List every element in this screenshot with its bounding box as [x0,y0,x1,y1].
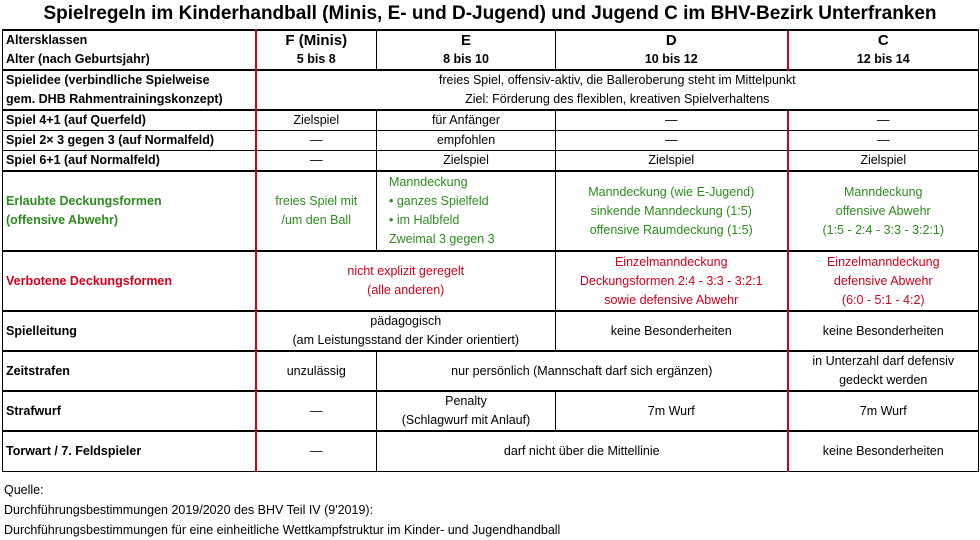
spielidee-label [3,70,256,110]
spiel41-e: für Anfänger [377,110,556,131]
erlaubt-e-line1: Manndeckung [389,175,468,189]
spielleitung-c: keine Besonderheiten [788,311,979,351]
spiel41-d: — [556,110,788,131]
erlaubt-d [556,171,788,251]
verboten-fe-line2: (alle anderen) [367,283,445,297]
source-note [4,480,560,540]
zeitstrafen-f: unzulässig [256,351,377,391]
spiel41-label: Spiel 4+1 (auf Querfeld) [3,110,256,131]
erlaubt-f [256,171,377,251]
spiel61-e: Zielspiel [377,151,556,172]
row-erlaubt [3,171,979,251]
header-label-cell [3,30,256,70]
spiel61-c: Zielspiel [788,151,979,172]
row-spielidee [3,70,979,110]
spiel61-f: — [256,151,377,172]
erlaubt-c-line3: (1:5 - 2:4 - 3:3 - 3:2:1) [822,222,945,237]
header-label-age-class: Altersklassen [6,33,88,47]
torwart-c: keine Besonderheiten [788,431,979,471]
spielidee-text [256,70,979,110]
erlaubt-e-line4: Zweimal 3 gegen 3 [389,232,495,246]
row-spiel-6-1 [3,151,979,172]
source-heading: Quelle: [4,483,44,497]
erlaubt-e-line3: • im Halbfeld [389,213,460,227]
rules-table [2,29,979,472]
col-d-name: D [665,32,677,49]
spielidee-text-line1: freies Spiel, offensiv-aktiv, die Balleroberung steht im Mittelpunkt [438,73,796,87]
verboten-c-line1: Einzelmanndeckung [826,254,940,269]
strafwurf-d: 7m Wurf [556,391,788,431]
row-spiel-4-1 [3,110,979,131]
source-line-1: Durchführungsbestimmungen 2019/2020 des BHV Teil IV (9'2019): [4,503,374,517]
col-f-age: 5 bis 8 [296,52,336,66]
col-c-age: 12 bis 14 [856,52,910,66]
header-row [3,30,979,70]
strafwurf-e [377,391,556,431]
erlaubt-c-line2: offensive Abwehr [835,203,931,218]
zeitstrafen-c-line1: in Unterzahl darf defensiv [812,354,955,368]
spielleitung-fe-line2: (am Leistungsstand der Kinder orientiert) [292,333,519,347]
strafwurf-f: — [256,391,377,431]
header-col-e [377,30,556,70]
erlaubt-d-line3: offensive Raumdeckung (1:5) [589,222,753,237]
verboten-d-line2: Deckungsformen 2:4 - 3:3 - 3:2:1 [579,273,763,288]
row-spielleitung [3,311,979,351]
erlaubt-label-line1: Erlaubte Deckungsformen [6,194,162,208]
row-torwart [3,431,979,471]
header-col-c [788,30,979,70]
spielleitung-fe-line1: pädagogisch [370,314,442,328]
erlaubt-f-line1: freies Spiel mit [275,194,358,208]
spiel61-d: Zielspiel [556,151,788,172]
spiel23-e: empfohlen [377,131,556,151]
zeitstrafen-c [788,351,979,391]
verboten-d-line3: sowie defensive Abwehr [604,292,739,307]
erlaubt-e [377,171,556,251]
verboten-d [556,251,788,311]
zeitstrafen-c-line2: gedeckt werden [839,373,928,387]
erlaubt-e-line2: • ganzes Spielfeld [389,194,489,208]
spielidee-label-line2: gem. DHB Rahmentrainingskonzept) [6,92,223,106]
spiel61-label: Spiel 6+1 (auf Normalfeld) [3,151,256,172]
spiel23-f: — [256,131,377,151]
verboten-fe [256,251,556,311]
spielleitung-d: keine Besonderheiten [556,311,788,351]
strafwurf-e-line1: Penalty [445,394,487,408]
spiel41-f: Zielspiel [256,110,377,131]
row-zeitstrafen [3,351,979,391]
erlaubt-c-line1: Manndeckung [843,184,923,199]
verboten-d-line1: Einzelmanndeckung [614,254,728,269]
col-c-name: C [877,32,889,49]
zeitstrafen-ed: nur persönlich (Mannschaft darf sich ergänzen) [377,351,788,391]
erlaubt-f-line2: /um den Ball [281,213,351,227]
torwart-f: — [256,431,377,471]
col-d-age: 10 bis 12 [644,52,698,66]
verboten-c [788,251,979,311]
col-e-age: 8 bis 10 [443,52,489,66]
col-e-name: E [460,32,471,49]
header-col-d [556,30,788,70]
row-strafwurf [3,391,979,431]
header-col-f [256,30,377,70]
page-title: Spielregeln im Kinderhandball (Minis, E- und D-Jugend) und Jugend C im BHV-Bezirk Unterfranken [43,3,937,24]
zeitstrafen-label: Zeitstrafen [3,351,256,391]
spiel23-label: Spiel 2× 3 gegen 3 (auf Normalfeld) [3,131,256,151]
erlaubt-c [788,171,979,251]
spielleitung-fe [256,311,556,351]
erlaubt-label-line2: (offensive Abwehr) [6,213,119,227]
erlaubt-d-line1: Manndeckung (wie E-Jugend) [588,184,755,199]
verboten-c-line3: (6:0 - 5:1 - 4:2) [841,292,925,307]
spiel23-c: — [788,131,979,151]
torwart-ed: darf nicht über die Mittellinie [377,431,788,471]
spielidee-text-line2: Ziel: Förderung des flexiblen, kreativen Spielverhaltens [465,92,770,106]
erlaubt-d-line2: sinkende Manndeckung (1:5) [590,203,752,218]
strafwurf-e-line2: (Schlagwurf mit Anlauf) [401,413,531,427]
spiel41-c: — [788,110,979,131]
source-line-2: Durchführungsbestimmungen für eine einheitliche Wettkampfstruktur im Kinder- und Jugendhandball [4,523,561,537]
verboten-label: Verbotene Deckungsformen [3,251,256,311]
row-spiel-2x3 [3,131,979,151]
col-f-name: F (Minis) [285,32,348,49]
strafwurf-label: Strafwurf [3,391,256,431]
spielleitung-label: Spielleitung [3,311,256,351]
row-verboten [3,251,979,311]
header-label-age: Alter (nach Geburtsjahr) [6,52,150,66]
verboten-c-line2: defensive Abwehr [833,273,933,288]
spiel23-d: — [556,131,788,151]
torwart-label: Torwart / 7. Feldspieler [3,431,256,471]
strafwurf-c: 7m Wurf [788,391,979,431]
erlaubt-label [3,171,256,251]
spielidee-label-line1: Spielidee (verbindliche Spielweise [6,73,210,87]
verboten-fe-line1: nicht explizit geregelt [347,264,465,278]
